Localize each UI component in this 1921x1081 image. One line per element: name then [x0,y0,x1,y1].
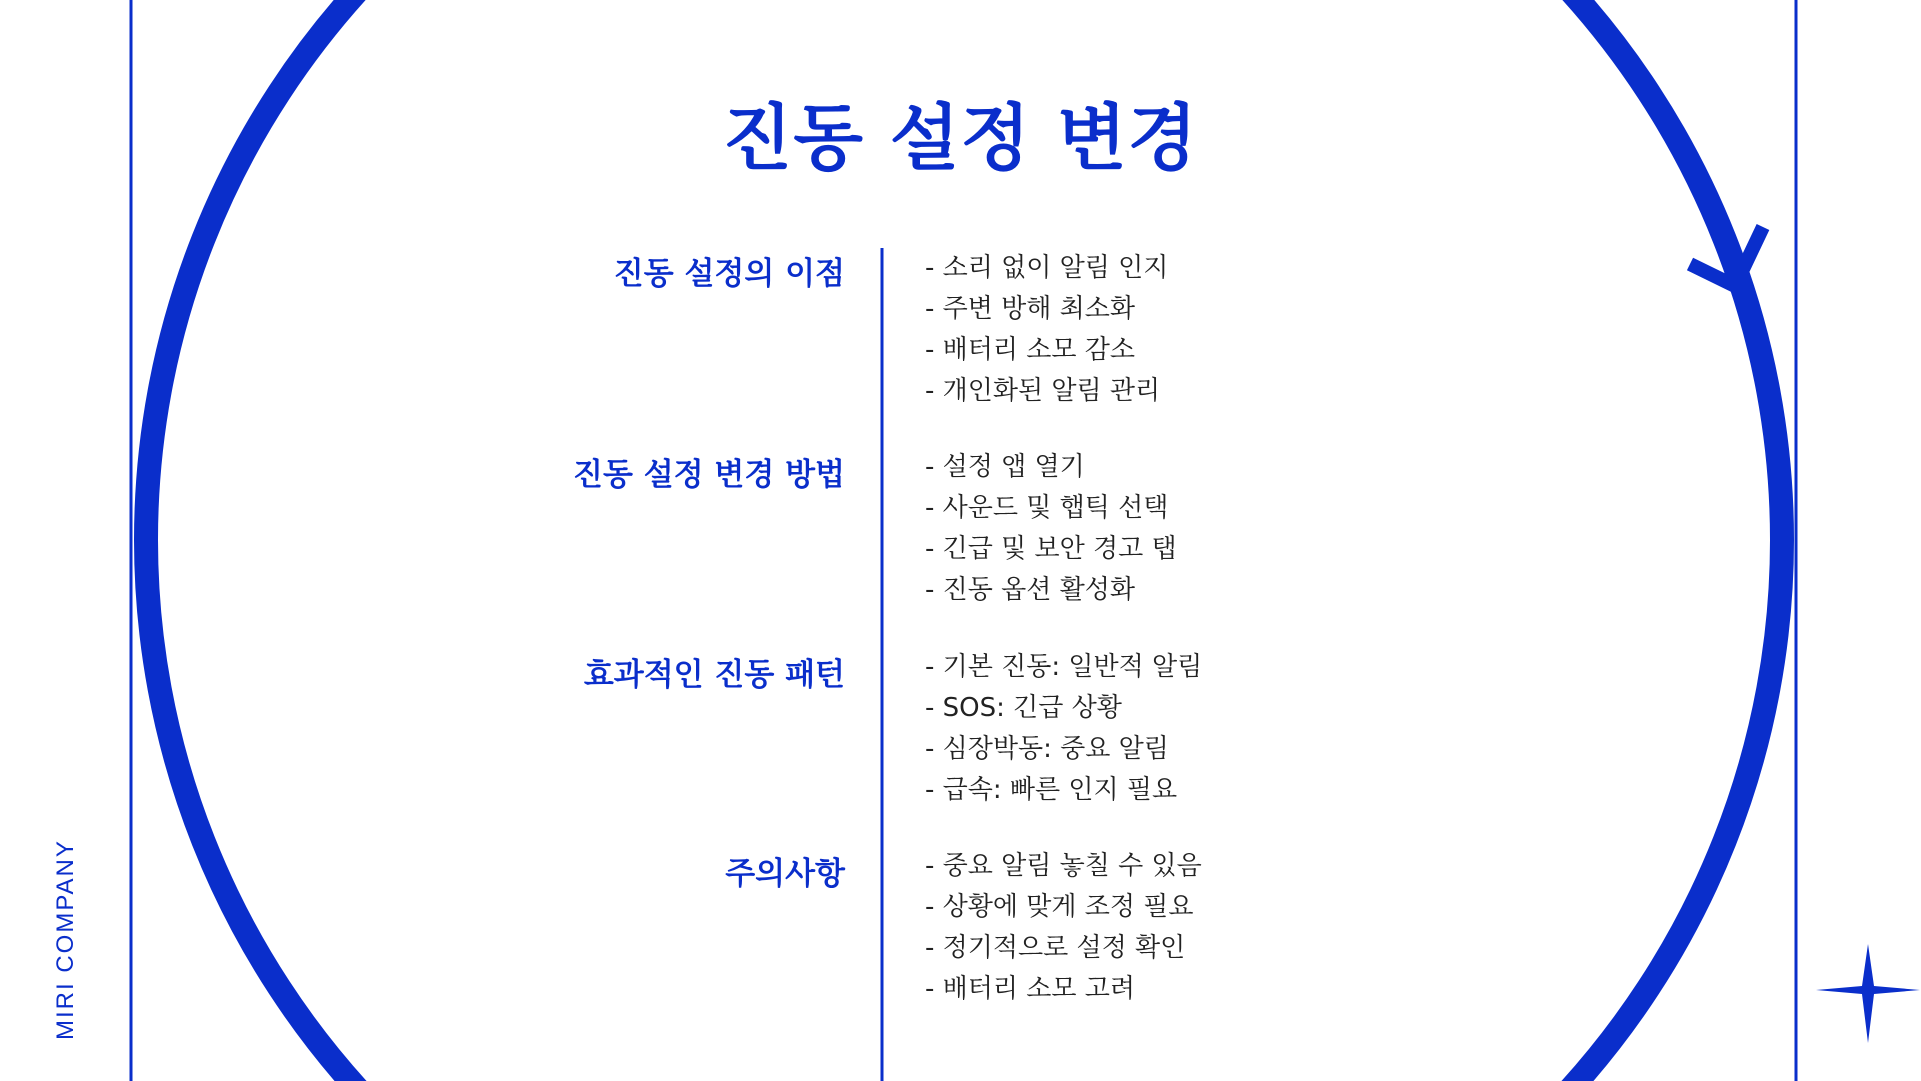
section-heading-how-to: 진동 설정 변경 방법 [573,457,845,493]
section-heading-patterns: 효과적인 진동 패턴 [583,657,845,693]
page-title: 진동 설정 변경 [722,96,1199,180]
list-item: - 기본 진동: 일반적 알림 [925,647,1202,688]
section-list-how-to [925,447,1177,611]
list-item: - 주변 방해 최소화 [925,289,1168,330]
list-item: - 진동 옵션 활성화 [925,570,1177,611]
sparkle-star-icon [1816,944,1920,1043]
section-heading-benefits: 진동 설정의 이점 [613,256,845,292]
brand-label: MIRI COMPANY [52,839,79,1040]
section-list-patterns [925,647,1202,811]
section-list-cautions [925,846,1202,1010]
list-item: - 정기적으로 설정 확인 [925,928,1202,969]
list-item: - SOS: 긴급 상황 [925,688,1202,729]
list-item: - 심장박동: 중요 알림 [925,729,1202,770]
section-heading-cautions: 주의사항 [725,856,845,892]
list-item: - 개인화된 알림 관리 [925,371,1168,412]
list-item: - 중요 알림 놓칠 수 있음 [925,846,1202,887]
list-item: - 소리 없이 알림 인지 [925,248,1168,289]
list-item: - 사운드 및 햅틱 선택 [925,488,1177,529]
section-list-benefits [925,248,1168,412]
list-item: - 급속: 빠른 인지 필요 [925,770,1202,811]
list-item: - 상황에 맞게 조정 필요 [925,887,1202,928]
list-item: - 설정 앱 열기 [925,447,1177,488]
list-item: - 긴급 및 보안 경고 탭 [925,529,1177,570]
list-item: - 배터리 소모 고려 [925,969,1202,1010]
list-item: - 배터리 소모 감소 [925,330,1168,371]
